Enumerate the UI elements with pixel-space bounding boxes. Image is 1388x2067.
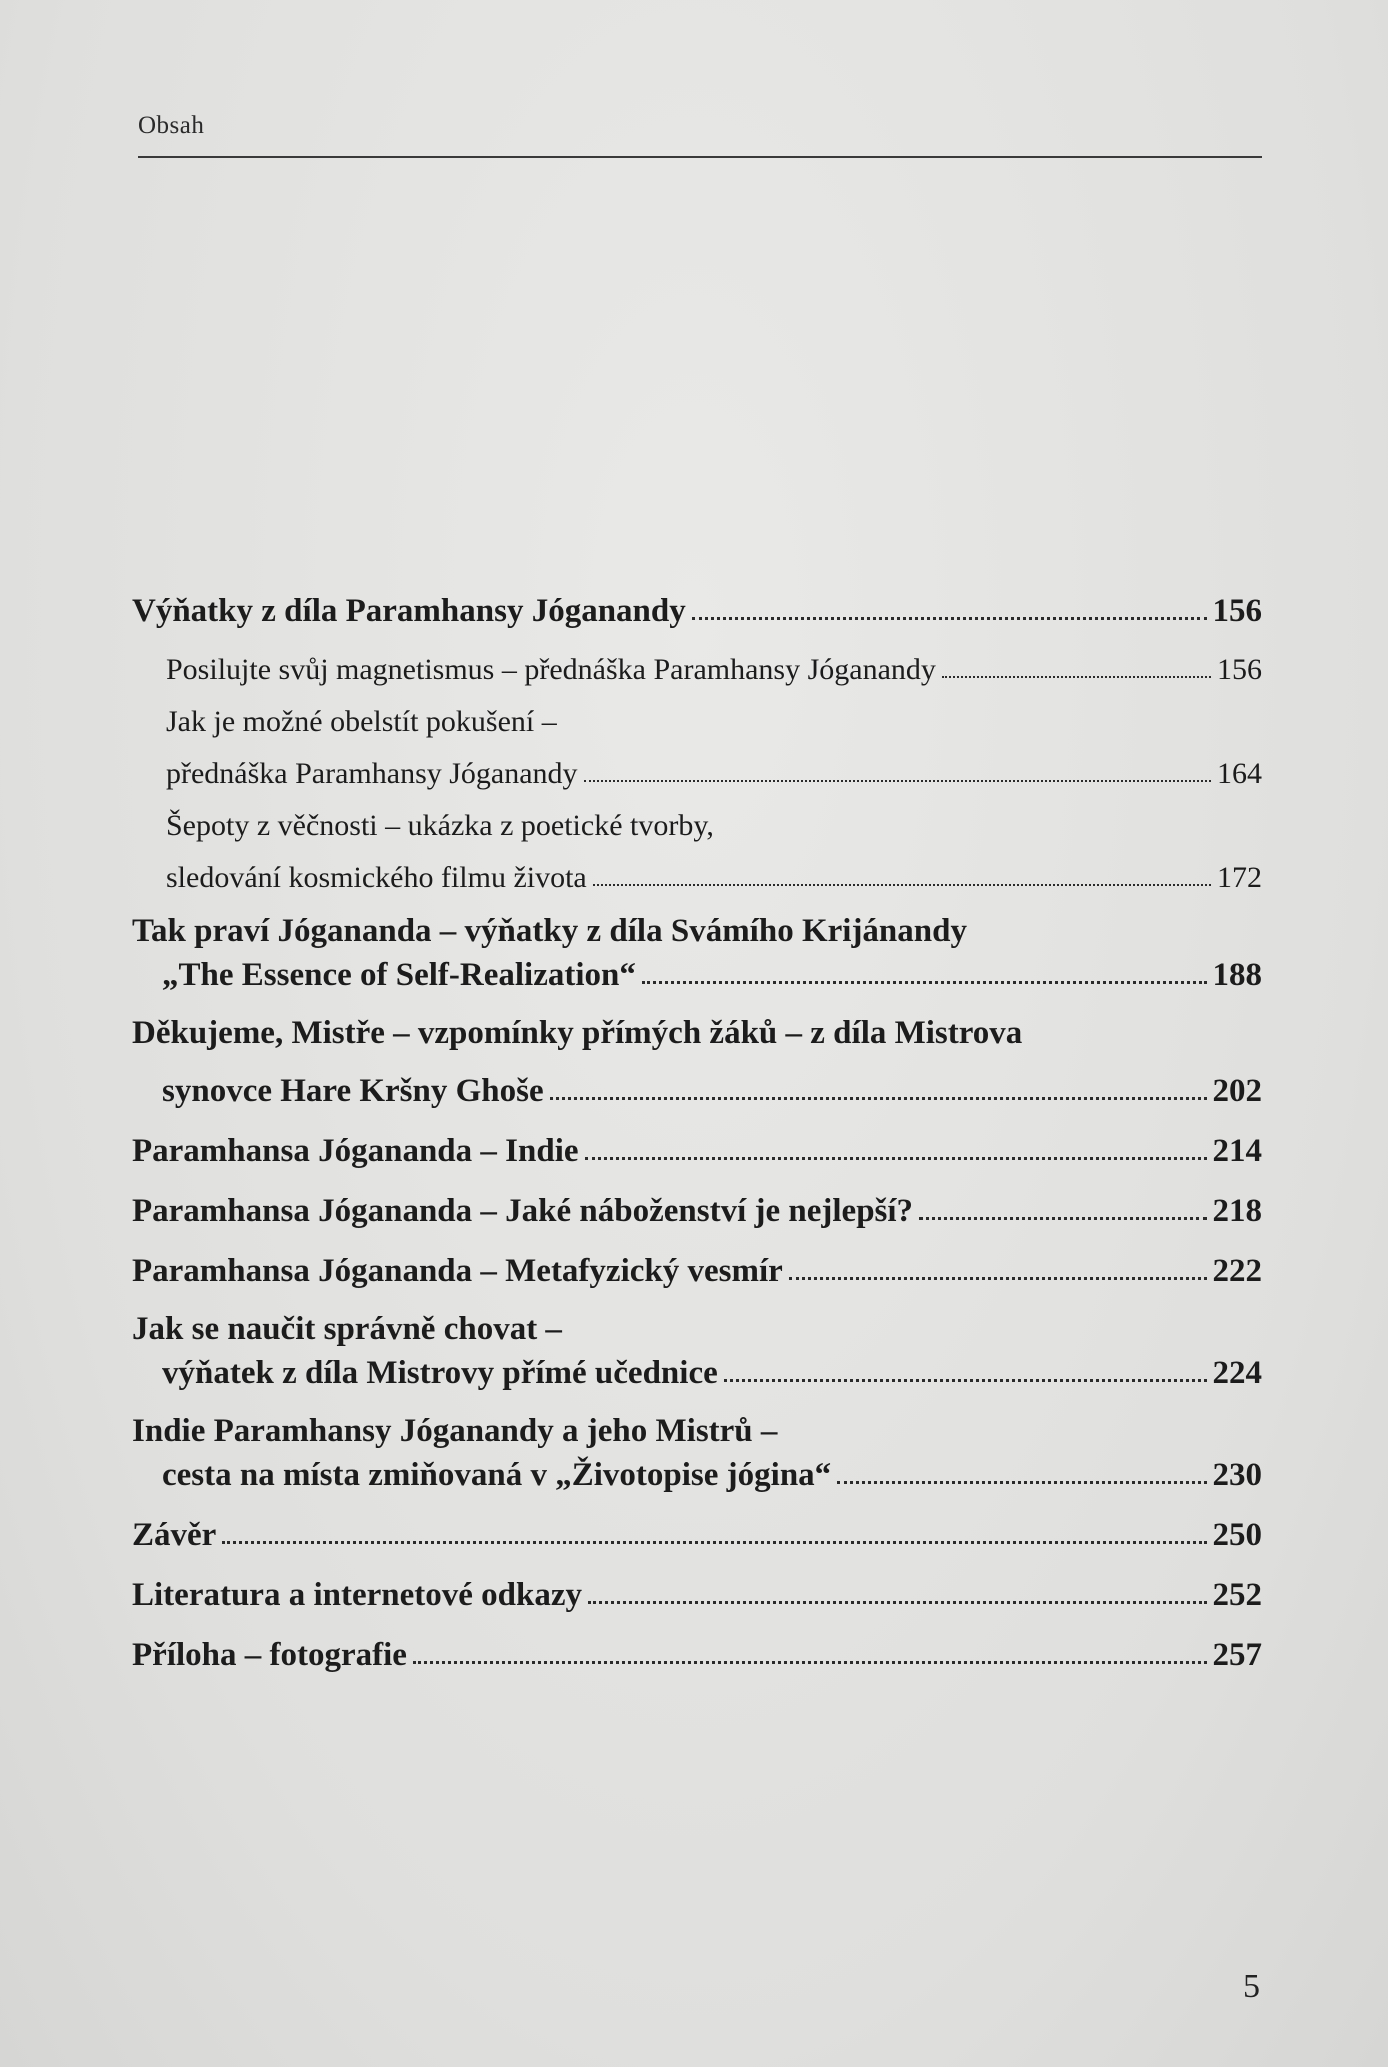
toc-entry[interactable]	[132, 910, 1262, 996]
dot-leader	[942, 649, 1211, 679]
dot-leader	[585, 1128, 1207, 1161]
toc-subentry[interactable]	[132, 800, 1262, 904]
toc-entry-title: Závěr	[132, 1517, 217, 1553]
toc-entry-title: Paramhansa Jógananda – Metafyzický vesmír	[132, 1253, 783, 1289]
toc-page-number: 257	[1212, 1637, 1262, 1673]
toc-entry-title: Paramhansa Jógananda – Jaké náboženství je nejlepší?	[132, 1193, 914, 1229]
toc-page-number: 224	[1212, 1355, 1262, 1391]
toc-entry[interactable]	[132, 1012, 1262, 1112]
dot-leader	[588, 1572, 1207, 1605]
toc-entry[interactable]	[132, 1512, 1262, 1556]
toc-page-number: 218	[1212, 1193, 1262, 1229]
toc-entry-title: Příloha – fotografie	[132, 1637, 407, 1673]
toc-entry-title-line1: Jak je možné obelstít pokušení –	[166, 705, 557, 738]
toc-page-number: 214	[1212, 1133, 1262, 1169]
toc-page-number: 156	[1212, 593, 1262, 629]
toc-page-number: 172	[1217, 861, 1262, 894]
toc-subentry[interactable]	[132, 696, 1262, 800]
toc-page-number: 202	[1212, 1073, 1262, 1109]
toc-page-number: 252	[1212, 1577, 1262, 1613]
toc-entry-title: Paramhansa Jógananda – Indie	[132, 1133, 579, 1169]
toc-entry-title-line2: sledování kosmického filmu života	[166, 861, 587, 894]
header-rule	[138, 156, 1262, 158]
dot-leader	[789, 1248, 1207, 1281]
toc-entry[interactable]	[132, 1632, 1262, 1676]
toc-entry-title-line2: výňatek z díla Mistrovy přímé učednice	[162, 1355, 718, 1391]
toc-entry-title-line2: „The Essence of Self-Realization“	[162, 957, 636, 993]
toc-page-number: 156	[1217, 653, 1262, 686]
page-number: 5	[1243, 1968, 1260, 2005]
toc-entry-title-line1: Děkujeme, Mistře – vzpomínky přímých žáků – z díla Mistrova	[132, 1015, 1023, 1051]
toc-entry-title-line2: přednáška Paramhansy Jóganandy	[166, 757, 578, 790]
dot-leader	[642, 952, 1207, 985]
toc-entry[interactable]	[132, 1308, 1262, 1394]
dot-leader	[222, 1512, 1206, 1545]
toc-subentry[interactable]	[132, 644, 1262, 696]
toc-page-number: 164	[1217, 757, 1262, 790]
toc-entry[interactable]	[132, 1248, 1262, 1292]
toc-page-number: 188	[1212, 957, 1262, 993]
toc-entry-title-line2: cesta na místa zmiňovaná v „Životopise jógina“	[162, 1457, 832, 1493]
toc-page-number: 250	[1212, 1517, 1262, 1553]
dot-leader	[724, 1350, 1207, 1383]
running-head: Obsah	[138, 112, 205, 139]
toc-entry-title-line1: Šepoty z věčnosti – ukázka z poetické tvorby,	[166, 809, 714, 842]
toc-entry-title: Literatura a internetové odkazy	[132, 1577, 582, 1613]
toc-entry[interactable]	[132, 588, 1262, 632]
toc-page-number: 222	[1212, 1253, 1262, 1289]
dot-leader	[692, 588, 1207, 621]
toc-entry[interactable]	[132, 1572, 1262, 1616]
table-of-contents	[132, 588, 1262, 1692]
toc-entry-title-line1: Jak se naučit správně chovat –	[132, 1311, 562, 1347]
dot-leader	[413, 1632, 1207, 1665]
dot-leader	[584, 753, 1211, 783]
toc-entry-title: Posilujte svůj magnetismus – přednáška Paramhansy Jóganandy	[166, 653, 936, 686]
toc-entry[interactable]	[132, 1188, 1262, 1232]
dot-leader	[837, 1452, 1206, 1485]
toc-page-number: 230	[1212, 1457, 1262, 1493]
toc-entry[interactable]	[132, 1410, 1262, 1496]
dot-leader	[550, 1068, 1207, 1101]
toc-entry-title-line1: Tak praví Jógananda – výňatky z díla Svámího Krijánandy	[132, 913, 967, 949]
dot-leader	[593, 857, 1211, 887]
dot-leader	[919, 1188, 1206, 1221]
toc-entry-title: Výňatky z díla Paramhansy Jóganandy	[132, 593, 686, 629]
toc-entry-title-line2: synovce Hare Kršny Ghoše	[162, 1073, 544, 1109]
toc-entry-title-line1: Indie Paramhansy Jóganandy a jeho Mistrů –	[132, 1413, 778, 1449]
toc-entry[interactable]	[132, 1128, 1262, 1172]
